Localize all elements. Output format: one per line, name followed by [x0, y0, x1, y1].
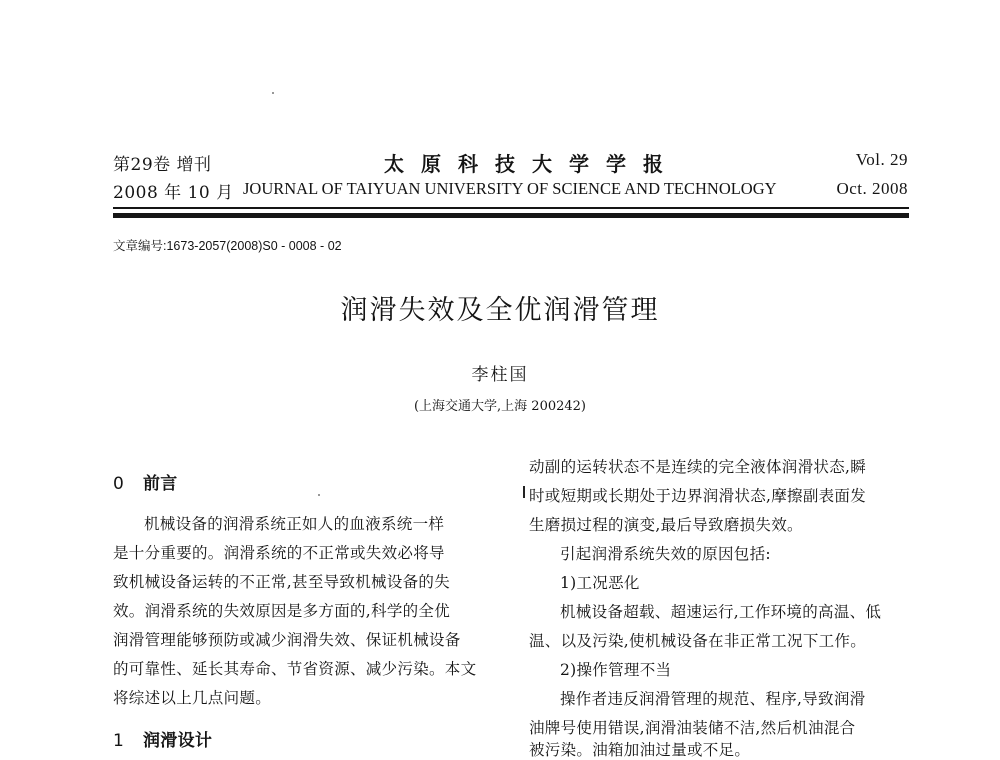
- scan-speck: [272, 92, 274, 94]
- list-heading: 2)操作管理不当: [560, 661, 672, 679]
- section-number: 1: [113, 731, 125, 751]
- paragraph-line: 被污染。油箱加油过量或不足。: [529, 741, 751, 759]
- margin-mark: [523, 486, 525, 498]
- paragraph-line: 效。润滑系统的失效原因是多方面的,科学的全优: [113, 602, 451, 620]
- paragraph-line: 致机械设备运转的不正常,甚至导致机械设备的失: [113, 573, 451, 591]
- paragraph-line: 油牌号使用错误,润滑油装储不洁,然后机油混合: [529, 719, 856, 737]
- paragraph-line: 将综述以上几点问题。: [113, 689, 272, 707]
- paragraph-line: 时或短期或长期处于边界润滑状态,摩擦副表面发: [529, 487, 867, 505]
- section-number: 0: [113, 474, 125, 494]
- section-title: 润滑设计: [143, 731, 213, 751]
- header-rule-thick: [113, 213, 909, 218]
- paragraph-line: 机械设备超载、超速运行,工作环境的高温、低: [560, 603, 882, 621]
- volume-en: Vol. 29: [855, 150, 908, 169]
- paragraph-line: 引起润滑系统失效的原因包括:: [560, 545, 771, 563]
- paper-title: 润滑失效及全优润滑管理: [340, 295, 660, 326]
- date-cn: 2008 年 10 月: [113, 183, 234, 203]
- author-name: 李柱国: [471, 365, 529, 385]
- paragraph-line: 动副的运转状态不是连续的完全液体润滑状态,瞬: [529, 458, 867, 476]
- header-rule-thin: [113, 207, 909, 209]
- article-number: 文章编号:1673-2057(2008)S0 - 0008 - 02: [113, 239, 342, 253]
- date-en: Oct. 2008: [836, 179, 908, 198]
- volume-cn: 第29卷 增刊: [113, 155, 212, 175]
- section-title: 前言: [143, 474, 178, 494]
- paragraph-line: 温、以及污染,使机械设备在非正常工况下工作。: [529, 632, 867, 650]
- journal-name-en: JOURNAL OF TAIYUAN UNIVERSITY OF SCIENCE AND TECHNOLOGY: [243, 179, 777, 198]
- paragraph-line: 是十分重要的。润滑系统的不正常或失效必将导: [113, 544, 445, 562]
- section-heading-intro: [113, 469, 178, 494]
- paragraph-line: 操作者违反润滑管理的规范、程序,导致润滑: [560, 690, 866, 708]
- scan-speck: [318, 494, 320, 496]
- list-heading: 1)工况恶化: [560, 574, 640, 592]
- section-heading-design: [113, 726, 212, 751]
- paragraph-line: 的可靠性、延长其寿命、节省资源、减少污染。本文: [113, 660, 477, 678]
- journal-name-cn: 太原科技大学学报: [384, 152, 680, 176]
- paragraph-line: 润滑管理能够预防或减少润滑失效、保证机械设备: [113, 631, 461, 649]
- author-affiliation: (上海交通大学,上海 200242): [413, 399, 587, 414]
- paragraph-line: 机械设备的润滑系统正如人的血液系统一样: [144, 515, 445, 533]
- paragraph-line: 生磨损过程的演变,最后导致磨损失效。: [529, 516, 803, 534]
